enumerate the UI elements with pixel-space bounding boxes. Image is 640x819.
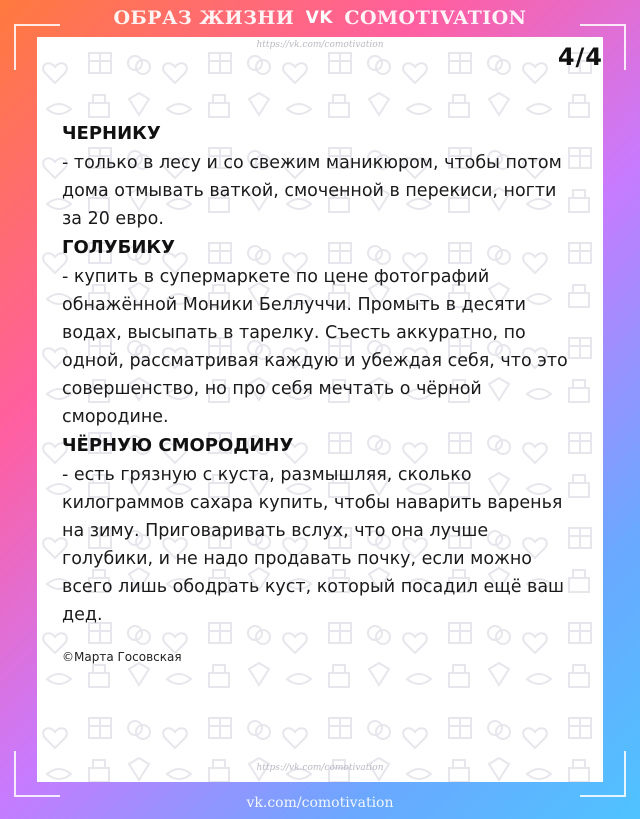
- text-card: [37, 37, 603, 782]
- vk-logo-icon: VK: [305, 8, 333, 28]
- section-heading: ЧЁРНУЮ СМОРОДИНУ: [62, 435, 294, 456]
- section-text: - только в лесу и со свежим маникюром, чтобы потом дома отмывать ваткой, смоченной в перекиси, ногти за 20 евро.: [62, 153, 562, 229]
- section-blackcurrant: [62, 431, 582, 629]
- section-text: - есть грязную с куста, размышляя, сколько килограммов сахара купить, чтобы наварить варенья на зиму. Приговаривать вслух, что она лучше голубики, и не надо продавать почку, если можно всего лишь ободрать куст, который посадил ещё ваш дед.: [62, 465, 565, 625]
- section-text: - купить в супермаркете по цене фотографий обнажённой Моники Беллуччи. Промыть в десяти водах, высыпать в тарелку. Съесть аккуратно, по одной, рассматривая каждую и убеждая себя, что это совершенство, но про себя мечтать о чёрной смородине.: [62, 267, 568, 427]
- brand-name-right: COMOTIVATION: [344, 7, 527, 29]
- section-heading: ЧЕРНИКУ: [62, 123, 161, 144]
- brand-header: [0, 4, 640, 32]
- source-link-top[interactable]: https://vk.com/comotivation: [256, 40, 384, 50]
- section-blueberry: [62, 119, 582, 233]
- brand-name-left: ОБРАЗ ЖИЗНИ: [113, 7, 295, 29]
- author-credit: ©Марта Госовская: [62, 650, 182, 664]
- article-content: [62, 119, 582, 665]
- source-link-bottom[interactable]: https://vk.com/comotivation: [256, 763, 384, 773]
- footer-link[interactable]: vk.com/comotivation: [246, 795, 394, 811]
- section-bilberry: [62, 233, 582, 431]
- section-heading: ГОЛУБИКУ: [62, 237, 175, 258]
- page-counter: 4/4: [557, 43, 603, 71]
